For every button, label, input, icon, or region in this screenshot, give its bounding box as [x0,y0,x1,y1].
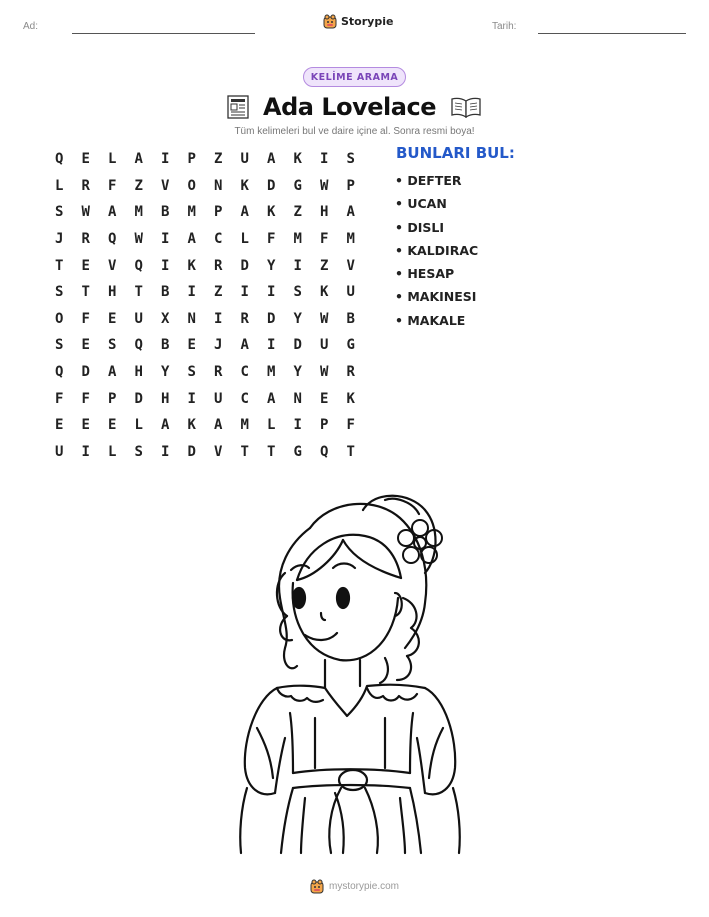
footer [0,879,709,894]
grid-row [46,412,364,439]
grid-letter[interactable]: A [161,417,170,434]
grid-row [46,199,364,226]
grid-letter[interactable]: T [346,443,355,460]
grid-letter[interactable]: Z [214,284,223,301]
grid-letter[interactable]: E [81,417,90,434]
grid-letter[interactable]: E [108,417,117,434]
grid-row [46,173,364,200]
grid-row [46,332,364,359]
grid-letter[interactable]: G [293,443,302,460]
grid-letter[interactable]: A [267,390,276,407]
grid-letter[interactable]: Y [293,310,302,327]
grid-letter[interactable]: H [320,204,329,221]
newspaper-icon [227,95,249,119]
grid-letter[interactable]: W [134,231,143,248]
grid-letter[interactable]: L [267,417,276,434]
title-row [0,91,709,123]
grid-letter[interactable]: T [81,284,90,301]
grid-letter[interactable]: A [214,417,223,434]
grid-letter[interactable]: I [161,257,170,274]
page-title: Ada Lovelace [263,93,436,121]
grid-letter[interactable]: E [187,337,196,354]
grid-letter[interactable]: R [81,231,90,248]
grid-letter[interactable]: F [267,231,276,248]
open-book-icon [450,96,482,118]
grid-letter[interactable]: Q [108,231,117,248]
grid-letter[interactable]: P [187,151,196,168]
grid-letter[interactable]: E [81,337,90,354]
grid-letter[interactable]: E [81,257,90,274]
grid-letter[interactable]: R [346,364,355,381]
grid-letter[interactable]: H [161,390,170,407]
grid-letter[interactable]: R [214,364,223,381]
grid-letter[interactable]: V [214,443,223,460]
grid-letter[interactable]: U [320,337,329,354]
grid-letter[interactable]: Z [320,257,329,274]
grid-letter[interactable]: F [55,390,64,407]
grid-letter[interactable]: L [108,443,117,460]
grid-letter[interactable]: P [108,390,117,407]
grid-letter[interactable]: I [214,310,223,327]
storypie-logo-icon [310,879,324,894]
grid-letter[interactable]: G [346,337,355,354]
grid-letter[interactable]: Q [134,257,143,274]
grid-letter[interactable]: R [81,177,90,194]
grid-letter[interactable]: I [240,284,249,301]
grid-letter[interactable]: S [55,204,64,221]
grid-letter[interactable]: T [55,257,64,274]
grid-letter[interactable]: K [267,204,276,221]
grid-letter[interactable]: T [240,443,249,460]
grid-letter[interactable]: A [267,151,276,168]
grid-row [46,359,364,386]
grid-letter[interactable]: U [214,390,223,407]
grid-letter[interactable]: P [346,177,355,194]
grid-letter[interactable]: C [240,390,249,407]
word-list-item: • UCAN [395,196,447,212]
grid-letter[interactable]: E [55,417,64,434]
grid-letter[interactable]: B [161,284,170,301]
grid-letter[interactable]: V [346,257,355,274]
grid-letter[interactable]: D [267,310,276,327]
grid-letter[interactable]: D [240,257,249,274]
grid-letter[interactable]: T [134,284,143,301]
grid-letter[interactable]: A [134,151,143,168]
grid-letter[interactable]: L [55,177,64,194]
grid-letter[interactable]: Q [55,151,64,168]
grid-letter[interactable]: H [134,364,143,381]
grid-letter[interactable]: T [267,443,276,460]
grid-letter[interactable]: F [108,177,117,194]
grid-letter[interactable]: P [320,417,329,434]
grid-letter[interactable]: N [293,390,302,407]
grid-letter[interactable]: F [320,231,329,248]
grid-letter[interactable]: J [55,231,64,248]
brand [323,14,393,29]
grid-row [46,439,364,466]
grid-letter[interactable]: K [187,417,196,434]
grid-letter[interactable]: B [346,310,355,327]
instructions: Tüm kelimeleri bul ve daire içine al. Sonra resmi boya! [234,126,475,137]
word-list-item: • MAKINESI [395,289,477,305]
grid-letter[interactable]: P [214,204,223,221]
grid-letter[interactable]: W [320,310,329,327]
grid-letter[interactable]: E [320,390,329,407]
grid-row [46,306,364,333]
grid-letter[interactable]: M [293,231,302,248]
date-field-line[interactable] [538,33,686,34]
grid-letter[interactable]: I [161,443,170,460]
grid-letter[interactable]: S [187,364,196,381]
grid-letter[interactable]: O [187,177,196,194]
grid-letter[interactable]: M [187,204,196,221]
word-list-item: • MAKALE [395,312,466,328]
grid-row [46,279,364,306]
grid-letter[interactable]: A [187,231,196,248]
grid-letter[interactable]: C [240,364,249,381]
grid-row [46,252,364,279]
grid-letter[interactable]: M [267,364,276,381]
grid-letter[interactable]: A [108,204,117,221]
brand-name: Storypie [341,15,394,28]
grid-letter[interactable]: D [81,364,90,381]
grid-letter[interactable]: I [267,284,276,301]
grid-letter[interactable]: L [108,151,117,168]
word-list-item: • DISLI [395,219,444,235]
grid-letter[interactable]: R [240,310,249,327]
grid-letter[interactable]: K [240,177,249,194]
grid-letter[interactable]: D [293,337,302,354]
grid-letter[interactable]: C [214,231,223,248]
grid-row [46,146,364,173]
grid-letter[interactable]: U [55,443,64,460]
grid-letter[interactable]: J [214,337,223,354]
grid-letter[interactable]: I [293,417,302,434]
word-list-item: • KALDIRAC [395,242,479,258]
grid-letter[interactable]: Z [293,204,302,221]
grid-letter[interactable]: N [187,310,196,327]
grid-letter[interactable]: D [134,390,143,407]
grid-letter[interactable]: Q [134,337,143,354]
grid-letter[interactable]: X [161,310,170,327]
grid-letter[interactable]: M [346,231,355,248]
word-list [395,171,478,334]
grid-letter[interactable]: F [81,310,90,327]
grid-letter[interactable]: L [240,231,249,248]
grid-letter[interactable]: U [346,284,355,301]
grid-letter[interactable]: A [108,364,117,381]
grid-letter[interactable]: W [320,177,329,194]
grid-letter[interactable]: K [187,257,196,274]
grid-letter[interactable]: D [187,443,196,460]
storypie-logo-icon [323,14,337,29]
grid-letter[interactable]: Y [267,257,276,274]
grid-letter[interactable]: S [346,151,355,168]
grid-row [46,226,364,253]
grid-letter[interactable]: V [161,177,170,194]
grid-letter[interactable]: I [293,257,302,274]
grid-letter[interactable]: W [320,364,329,381]
grid-letter[interactable]: I [267,337,276,354]
ada-lovelace-illustration [235,488,475,862]
date-label: Tarih: [492,21,517,32]
grid-letter[interactable]: K [346,390,355,407]
grid-letter[interactable]: E [108,310,117,327]
grid-letter[interactable]: L [134,417,143,434]
activity-badge: KELİME ARAMA [303,67,406,87]
grid-letter[interactable]: M [134,204,143,221]
word-list-item: • DEFTER [395,173,462,188]
grid-letter[interactable]: K [293,151,302,168]
grid-letter[interactable]: H [108,284,117,301]
grid-letter[interactable]: K [320,284,329,301]
grid-letter[interactable]: A [346,204,355,221]
grid-letter[interactable]: I [161,231,170,248]
grid-letter[interactable]: Q [55,364,64,381]
grid-letter[interactable]: A [240,204,249,221]
grid-letter[interactable]: I [81,443,90,460]
grid-letter[interactable]: Z [134,177,143,194]
grid-letter[interactable]: F [346,417,355,434]
grid-letter[interactable]: S [55,284,64,301]
name-field-line[interactable] [72,33,255,34]
grid-letter[interactable]: B [161,204,170,221]
grid-row [46,385,364,412]
grid-letter[interactable]: E [81,151,90,168]
find-heading: BUNLARI BUL: [396,144,515,162]
grid-letter[interactable]: R [214,257,223,274]
grid-letter[interactable]: Z [214,151,223,168]
grid-letter[interactable]: M [240,417,249,434]
grid-letter[interactable]: D [267,177,276,194]
grid-letter[interactable]: I [320,151,329,168]
word-list-item: • HESAP [395,266,455,282]
grid-letter[interactable]: G [293,177,302,194]
grid-letter[interactable]: S [134,443,143,460]
grid-letter[interactable]: I [187,284,196,301]
grid-letter[interactable]: I [161,151,170,168]
word-search-grid[interactable] [46,146,364,465]
grid-letter[interactable]: Q [320,443,329,460]
grid-letter[interactable]: Y [293,364,302,381]
grid-letter[interactable]: S [55,337,64,354]
grid-letter[interactable]: O [55,310,64,327]
grid-letter[interactable]: S [108,337,117,354]
grid-letter[interactable]: W [81,204,90,221]
grid-letter[interactable]: F [81,390,90,407]
grid-letter[interactable]: Y [161,364,170,381]
grid-letter[interactable]: U [240,151,249,168]
grid-letter[interactable]: V [108,257,117,274]
grid-letter[interactable]: I [187,390,196,407]
grid-letter[interactable]: U [134,310,143,327]
grid-letter[interactable]: N [214,177,223,194]
grid-letter[interactable]: B [161,337,170,354]
grid-letter[interactable]: S [293,284,302,301]
grid-letter[interactable]: A [240,337,249,354]
name-label: Ad: [23,21,39,32]
footer-url[interactable]: mystorypie.com [328,881,399,892]
